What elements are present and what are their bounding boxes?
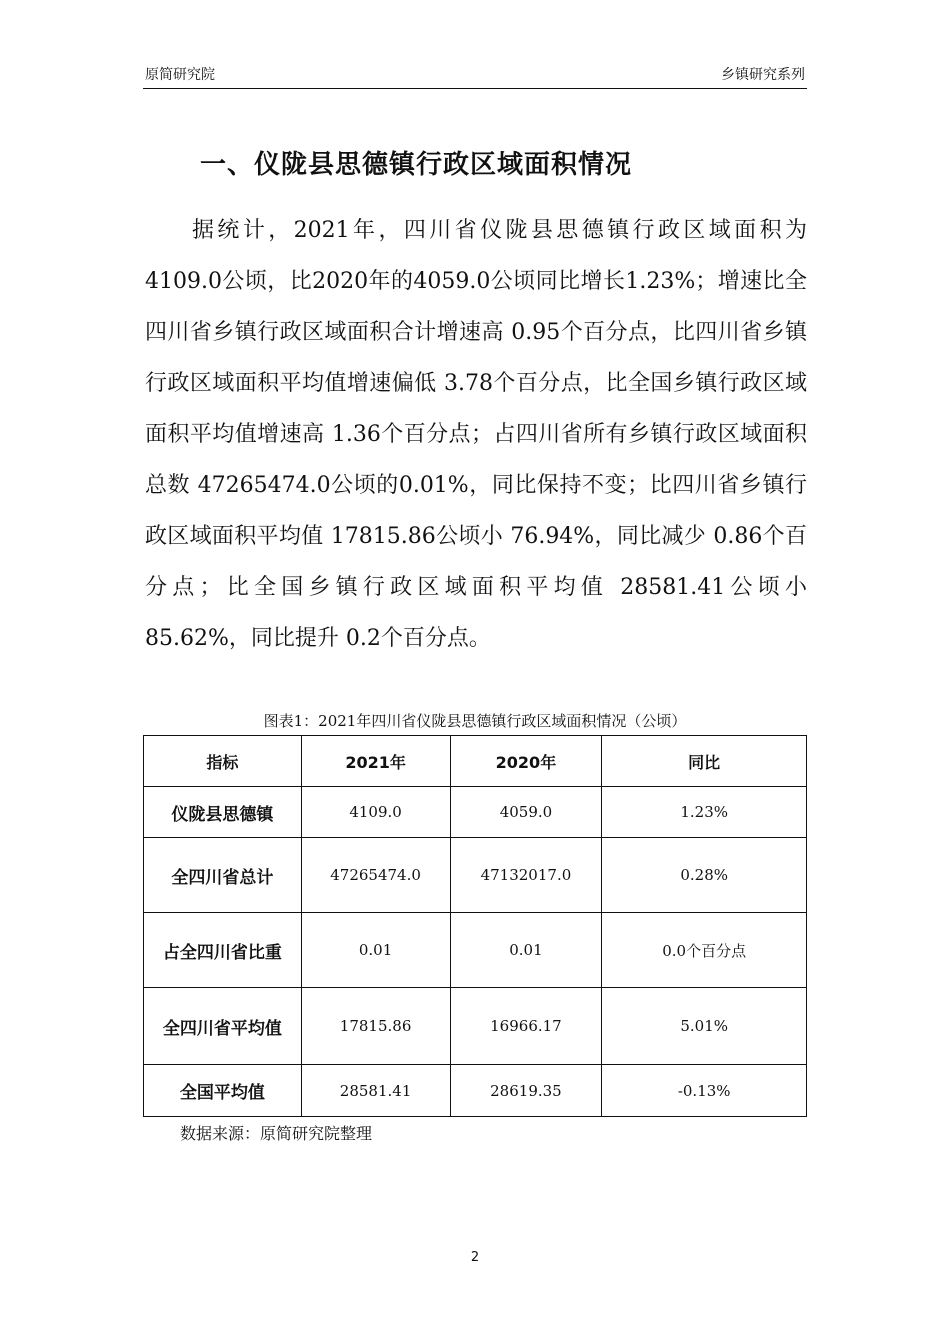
header-right-text: 乡镇研究系列 xyxy=(721,67,805,83)
header-cell-yoy: 同比 xyxy=(602,736,807,787)
table-row xyxy=(144,988,807,1065)
page-number: 2 xyxy=(470,1250,480,1265)
table-row xyxy=(144,913,807,988)
table-row xyxy=(144,838,807,913)
header-cell-indicator: 指标 xyxy=(144,736,302,787)
table-caption: 图表1：2021年四川省仪陇县思德镇行政区域面积情况（公顷） xyxy=(263,712,687,730)
data-table xyxy=(143,735,807,1117)
table-row xyxy=(144,787,807,838)
cell-yoy: -0.13% xyxy=(602,1065,807,1117)
section-title: 一、仪陇县思德镇行政区域面积情况 xyxy=(200,150,633,180)
header-divider xyxy=(143,88,807,89)
row-label: 全四川省平均值 xyxy=(144,988,302,1065)
header-cell-2020: 2020年 xyxy=(450,736,602,787)
cell-2021: 47265474.0 xyxy=(301,838,450,913)
cell-yoy: 1.23% xyxy=(602,787,807,838)
cell-2021: 17815.86 xyxy=(301,988,450,1065)
cell-2020: 0.01 xyxy=(450,913,602,988)
data-source-note: 数据来源：原简研究院整理 xyxy=(180,1124,373,1143)
row-label: 全四川省总计 xyxy=(144,838,302,913)
table-row xyxy=(144,1065,807,1117)
cell-yoy: 0.28% xyxy=(602,838,807,913)
table-header-row xyxy=(144,736,807,787)
row-label: 仪陇县思德镇 xyxy=(144,787,302,838)
cell-yoy: 0.0个百分点 xyxy=(602,913,807,988)
cell-2021: 0.01 xyxy=(301,913,450,988)
row-label: 全国平均值 xyxy=(144,1065,302,1117)
cell-2020: 28619.35 xyxy=(450,1065,602,1117)
cell-2021: 4109.0 xyxy=(301,787,450,838)
header-left-text: 原简研究院 xyxy=(145,67,215,83)
header-cell-2021: 2021年 xyxy=(301,736,450,787)
cell-yoy: 5.01% xyxy=(602,988,807,1065)
cell-2020: 47132017.0 xyxy=(450,838,602,913)
cell-2020: 4059.0 xyxy=(450,787,602,838)
body-paragraph: 据统计，2021年，四川省仪陇县思德镇行政区域面积为4109.0公顷，比2020年的4059.0公顷同比增长1.23%；增速比全四川省乡镇行政区域面积合计增速高 0.95个百分点，比四川省乡镇行政区域面积平均值增速偏低 3.78个百分点，比全国乡镇行政区域面积平均值增速高 1.36个百分点；占四川省所有乡镇行政区域面积总数 47265474.0公顷的0.01%，同比保持不变；比四川省乡镇行政区域面积平均值 17815.86公顷小 76.94%，同比减少 0.86个百分点；比全国乡镇行政区域面积平均值 28581.41公顷小 85.62%，同比提升 0.2个百分点。 xyxy=(145,218,807,651)
cell-2021: 28581.41 xyxy=(301,1065,450,1117)
row-label: 占全四川省比重 xyxy=(144,913,302,988)
cell-2020: 16966.17 xyxy=(450,988,602,1065)
